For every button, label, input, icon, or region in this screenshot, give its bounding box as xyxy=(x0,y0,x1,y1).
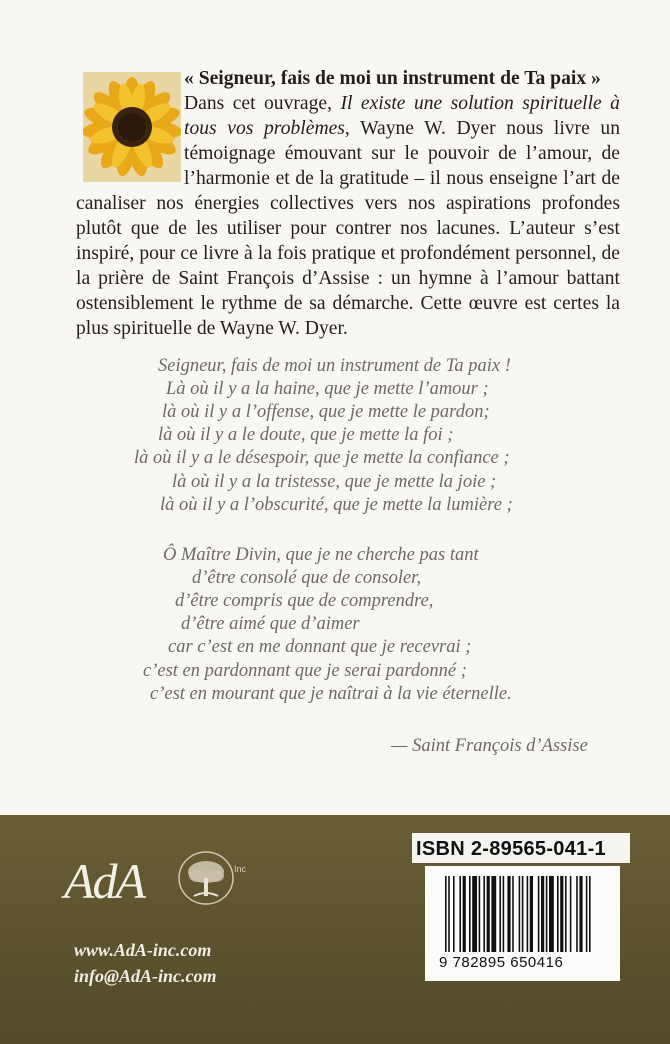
prayer-line: car c’est en me donnant que je recevrai ; xyxy=(168,637,472,657)
prayer-line: Ô Maître Divin, que je ne cherche pas tant xyxy=(163,545,479,565)
tree-emblem-icon xyxy=(176,850,236,912)
barcode-bars xyxy=(443,876,603,954)
description-body: , Wayne W. Dyer nous livre un témoignage émouvant sur le pouvoir de l’amour, de l’harmonie et de la gratitude – il nous enseigne l’art de canaliser nos énergies collectives vers nos aspirations profondes plutôt que de les utiliser pour contrer nos lacunes. L’auteur s’est inspiré, pour ce livre à la fois pratique et profondément personnel, de la prière de Saint François d’Assise : un hymne à l’amour battant ostensiblement le rythme de sa démarche. Cette œuvre est certes la plus spirituelle de Wayne W. Dyer. xyxy=(76,118,620,339)
logo-suffix: Inc xyxy=(234,864,247,874)
barcode xyxy=(425,866,620,981)
publisher-logo xyxy=(64,848,284,928)
email-link[interactable]: info@AdA-inc.com xyxy=(74,966,217,986)
prayer-line: d’être consolé que de consoler, xyxy=(192,568,421,588)
attribution-text: — Saint François d’Assise xyxy=(391,736,588,756)
prayer-stanza-2 xyxy=(76,542,620,722)
book-description xyxy=(76,66,620,341)
publisher-contacts xyxy=(74,937,216,989)
prayer-line: là où il y a la tristesse, que je mette la joie ; xyxy=(172,472,497,492)
prayer-line: d’être compris que de comprendre, xyxy=(175,591,434,611)
book-title: Il existe une solution spirituelle à tous vos problèmes xyxy=(184,93,620,139)
description-heading: « Seigneur, fais de moi un instrument de Ta paix » xyxy=(184,68,601,89)
prayer-line: d’être aimé que d’aimer xyxy=(181,614,360,634)
prayer-line: c’est en pardonnant que je serai pardonné ; xyxy=(143,661,467,681)
prayer-line: là où il y a le désespoir, que je mette la confiance ; xyxy=(134,448,510,468)
description-intro: Dans cet ouvrage, xyxy=(184,93,341,114)
prayer-line: là où il y a le doute, que je mette la foi ; xyxy=(158,425,454,445)
prayer-line: là où il y a l’offense, que je mette le pardon; xyxy=(162,402,490,422)
prayer-line: là où il y a l’obscurité, que je mette la lumière ; xyxy=(160,495,513,515)
prayer-stanza-1 xyxy=(76,353,620,543)
logo-text: AdA xyxy=(64,853,145,909)
barcode-number: 9 782895 650416 xyxy=(439,954,564,971)
prayer-attribution xyxy=(76,733,620,763)
isbn-label: ISBN 2-89565-041-1 xyxy=(416,838,606,860)
prayer-line: Là où il y a la haine, que je mette l’amour ; xyxy=(166,379,489,399)
prayer-line: Seigneur, fais de moi un instrument de Ta paix ! xyxy=(158,356,511,376)
website-link[interactable]: www.AdA-inc.com xyxy=(74,940,212,960)
prayer-line: c’est en mourant que je naîtrai à la vie éternelle. xyxy=(150,684,512,704)
